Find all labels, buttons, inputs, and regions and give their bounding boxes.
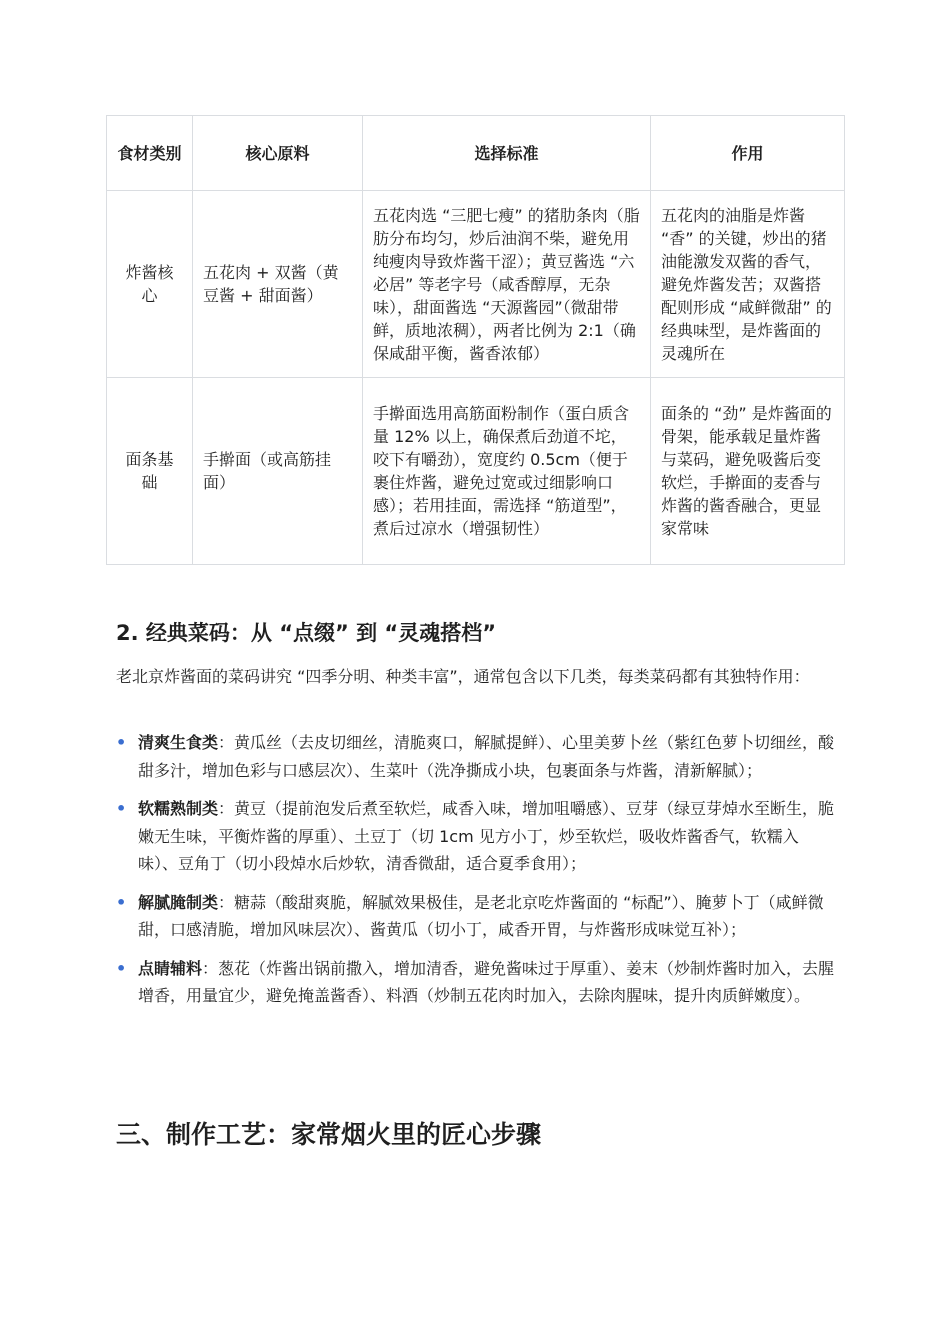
list-item-text: ：糖蒜（酸甜爽脆，解腻效果极佳，是老北京吃炸酱面的 “标配”）、腌萝卜丁（咸鲜微甜，口感清脆，增加风味层次）、酱黄瓜（切小丁，咸香开胃，与炸酱形成味觉互补）；: [138, 892, 824, 939]
table-row: [107, 378, 845, 565]
list-item-label: 解腻腌制类: [138, 892, 219, 912]
list-item-label: 软糯熟制类: [138, 799, 219, 818]
list-item-label: 清爽生食类: [138, 733, 219, 752]
header-category: 食材类别: [107, 116, 193, 191]
bullet-icon: •: [116, 733, 127, 752]
bullet-icon: •: [116, 892, 127, 912]
bullet-icon: •: [116, 958, 127, 978]
list-item-text: ：葱花（炸酱出锅前撒入，增加清香，避免酱味过于厚重）、姜末（炒制炸酱时加入，去腥增香，用量宜少，避免掩盖酱香）、料酒（炒制五花肉时加入，去除肉腥味，提升肉质鲜嫩度）。: [138, 958, 835, 1005]
header-role: 作用: [651, 116, 845, 191]
cell-role: 五花肉的油脂是炸酱 “香” 的关键，炒出的猪油能激发双酱的香气，避免炸酱发苦；双酱搭配则形成 “咸鲜微甜” 的经典味型，是炸酱面的灵魂所在: [651, 191, 845, 378]
cell-category: 炸酱核心: [107, 191, 193, 378]
cell-standard: 手擀面选用高筋面粉制作（蛋白质含量 12% 以上，确保煮后劲道不坨，咬下有嚼劲），宽度约 0.5cm（便于裹住炸酱，避免过宽或过细影响口感）；若用挂面，需选择 “筋道型”，煮后过凉水（增强韧性）: [363, 378, 651, 565]
cell-ingredient: 手擀面（或高筋挂面）: [193, 378, 363, 565]
header-standard: 选择标准: [363, 116, 651, 191]
section-heading-toppings: 2. 经典菜码：从 “点缀” 到 “灵魂搭档”: [116, 621, 497, 645]
list-item: [116, 729, 838, 784]
section-heading-process: 三、制作工艺：家常烟火里的匠心步骤: [116, 1120, 542, 1149]
bullet-icon: •: [116, 799, 127, 818]
cell-category: 面条基础: [107, 378, 193, 565]
table-header-row: [107, 116, 845, 191]
list-item: [116, 889, 838, 944]
toppings-intro-paragraph: 老北京炸酱面的菜码讲究 “四季分明、种类丰富”，通常包含以下几类，每类菜码都有其独特作用：: [116, 667, 810, 686]
list-item: [116, 795, 838, 878]
toppings-list: [116, 729, 838, 1021]
list-item-text: ：黄瓜丝（去皮切细丝，清脆爽口，解腻提鲜）、心里美萝卜丝（紫红色萝卜切细丝，酸甜多汁，增加色彩与口感层次）、生菜叶（洗净撕成小块，包裹面条与炸酱，清新解腻）；: [138, 733, 835, 780]
list-item-label: 点睛辅料: [138, 958, 203, 978]
list-item-text: ：黄豆（提前泡发后煮至软烂，咸香入味，增加咀嚼感）、豆芽（绿豆芽焯水至断生，脆嫩无生味，平衡炸酱的厚重）、土豆丁（切 1cm 见方小丁，炒至软烂，吸收炸酱香气，软糯入味）、豆角丁（切小段焯水后炒软，清香微甜，适合夏季食用）；: [138, 799, 835, 873]
ingredients-table: [106, 115, 845, 565]
cell-role: 面条的 “劲” 是炸酱面的骨架，能承载足量炸酱与菜码，避免吸酱后变软烂，手擀面的麦香与炸酱的酱香融合，更显家常味: [651, 378, 845, 565]
list-item: [116, 955, 838, 1010]
cell-ingredient: 五花肉 + 双酱（黄豆酱 + 甜面酱）: [193, 191, 363, 378]
table-row: [107, 191, 845, 378]
header-ingredient: 核心原料: [193, 116, 363, 191]
cell-standard: 五花肉选 “三肥七瘦” 的猪肋条肉（脂肪分布均匀，炒后油润不柴，避免用纯瘦肉导致炸酱干涩）；黄豆酱选 “六必居” 等老字号（咸香醇厚，无杂味），甜面酱选 “天源酱园”（微甜带鲜，质地浓稠），两者比例为 2:1（确保咸甜平衡，酱香浓郁）: [363, 191, 651, 378]
